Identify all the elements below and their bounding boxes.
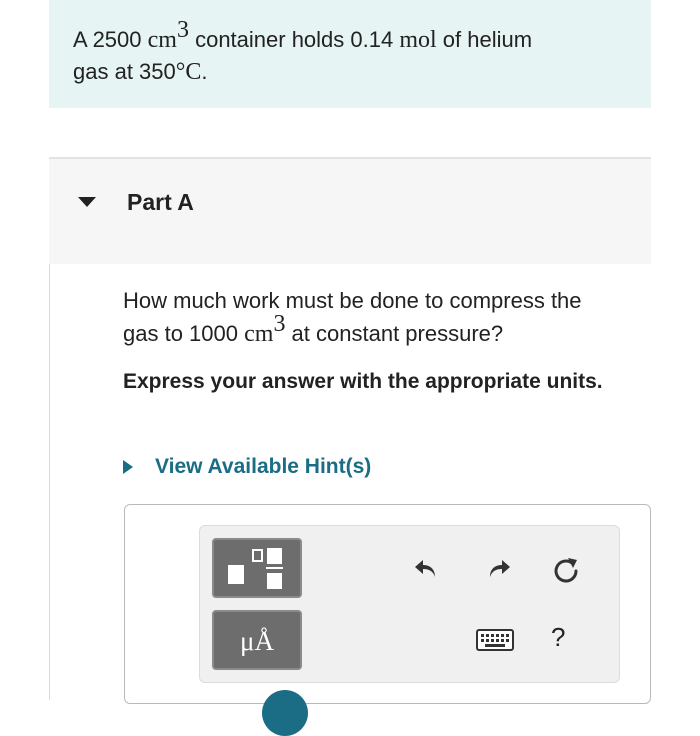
reset-icon [550,554,582,586]
view-hints-link[interactable] [120,452,371,482]
unit-cm: cm [244,321,274,347]
question-text-2: gas to 1000 [123,321,245,346]
undo-button[interactable] [410,552,444,586]
superscript-3: 3 [176,16,189,43]
template-button[interactable] [212,538,302,598]
redo-button[interactable] [481,552,515,586]
problem-statement [49,0,651,108]
hint-label: View Available Hint(s) [155,455,372,478]
submit-button[interactable] [262,690,308,736]
collapse-caret-icon[interactable] [78,197,96,207]
problem-text-2: container holds 0.14 [188,27,400,52]
unit-degree-celsius: °C [175,59,202,85]
help-button[interactable]: ? [551,622,566,652]
problem-text-3: of helium [436,27,533,52]
reset-button[interactable] [549,553,583,587]
problem-text-4: gas at 350 [73,59,176,84]
keyboard-icon [476,629,514,651]
unit-cm: cm [147,27,177,53]
superscript-3: 3 [273,310,286,337]
part-divider [49,264,50,700]
problem-text-1: A 2500 [73,27,148,52]
undo-icon [412,554,442,584]
problem-text-5: . [201,59,208,84]
unit-mol: mol [399,27,437,53]
answer-instruction: Express your answer with the appropriate units. [123,370,603,393]
units-label: μÅ [240,626,274,656]
part-a-header[interactable] [49,157,651,264]
part-title: Part A [127,189,194,215]
question-line-1: How much work must be done to compress the [123,288,582,313]
keyboard-button[interactable] [475,623,515,657]
units-button[interactable] [212,610,302,670]
question-text-3: at constant pressure? [285,321,504,346]
question-text [123,284,643,351]
redo-icon [483,554,513,584]
expand-caret-icon [123,460,133,474]
